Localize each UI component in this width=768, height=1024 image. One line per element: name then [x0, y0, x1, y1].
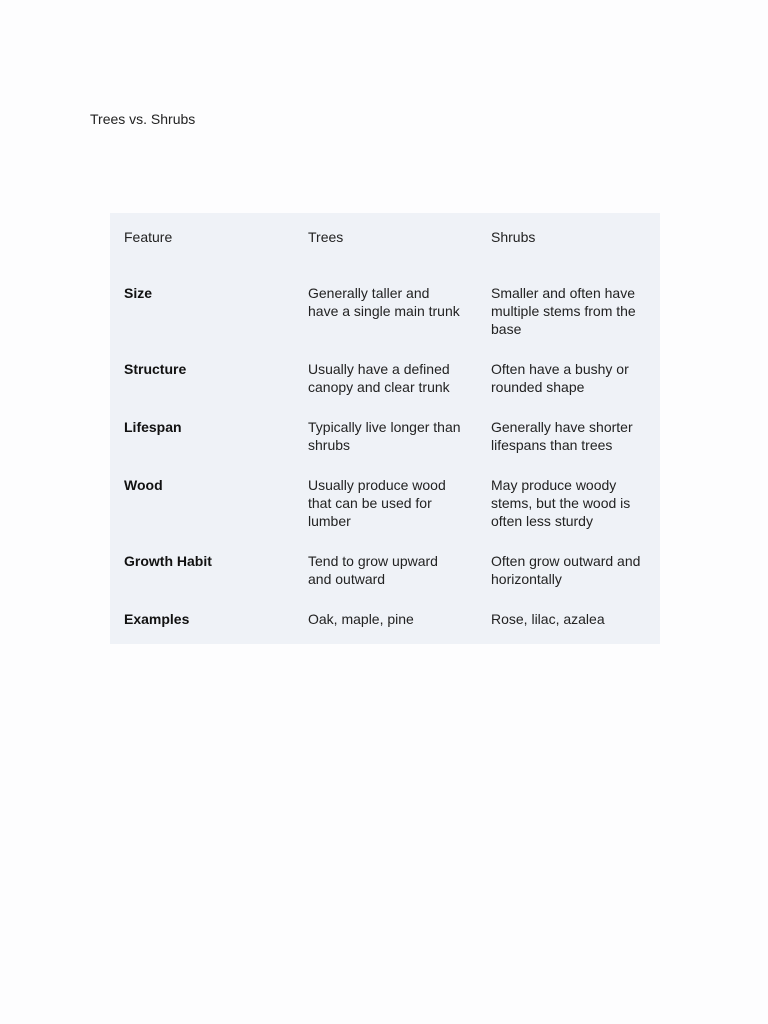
feature-cell: Lifespan [124, 419, 182, 435]
table-row [110, 284, 660, 360]
trees-cell: Typically live longer than shrubs [308, 419, 461, 453]
header-trees: Trees [308, 229, 344, 245]
header-feature: Feature [124, 229, 173, 245]
table-row [110, 360, 660, 418]
feature-cell: Size [124, 285, 153, 301]
shrubs-cell: Smaller and often have multiple stems from the base [491, 285, 636, 337]
comparison-table-container [110, 213, 660, 644]
shrubs-cell: Rose, lilac, azalea [491, 611, 605, 627]
trees-cell: Generally taller and have a single main trunk [308, 285, 460, 319]
trees-cell: Usually have a defined canopy and clear trunk [308, 361, 450, 395]
table-header-row [110, 228, 660, 284]
trees-cell: Usually produce wood that can be used for lumber [308, 477, 446, 529]
shrubs-cell: May produce woody stems, but the wood is often less sturdy [491, 477, 631, 529]
feature-cell: Growth Habit [124, 553, 212, 569]
table-row [110, 552, 660, 610]
feature-cell: Examples [124, 611, 190, 627]
comparison-table [110, 228, 660, 628]
table-row [110, 476, 660, 552]
shrubs-cell: Often grow outward and horizontally [491, 553, 641, 587]
document-title: Trees vs. Shrubs [90, 111, 196, 127]
shrubs-cell: Often have a bushy or rounded shape [491, 361, 629, 395]
feature-cell: Structure [124, 361, 187, 377]
trees-cell: Tend to grow upward and outward [308, 553, 438, 587]
trees-cell: Oak, maple, pine [308, 611, 414, 627]
table-row [110, 610, 660, 628]
shrubs-cell: Generally have shorter lifespans than trees [491, 419, 633, 453]
table-row [110, 418, 660, 476]
feature-cell: Wood [124, 477, 163, 493]
header-shrubs: Shrubs [491, 229, 536, 245]
